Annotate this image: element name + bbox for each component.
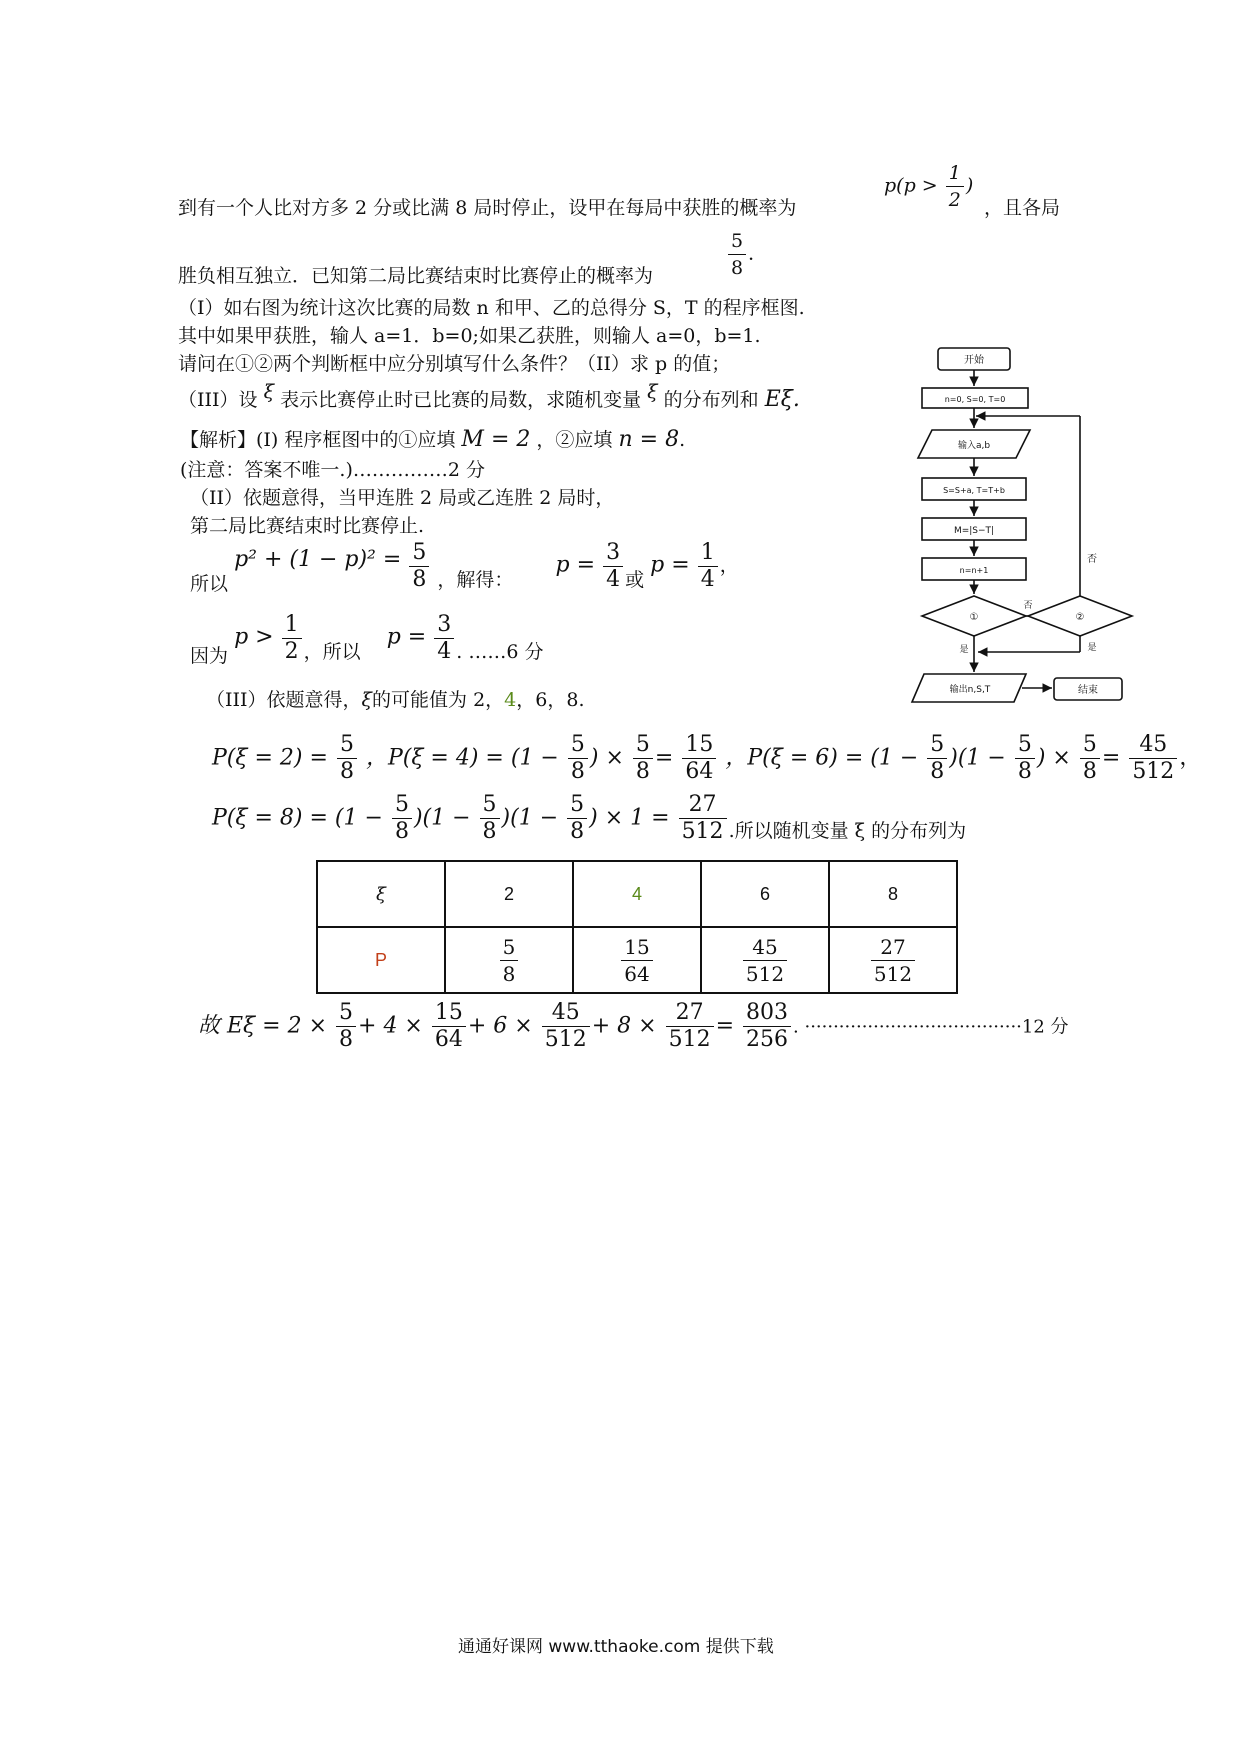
math: ) × [1036, 745, 1071, 771]
frac-den: 512 [1132, 759, 1175, 784]
diff-label: M=|S−T| [953, 526, 995, 536]
frac-num: 27 [666, 1000, 714, 1027]
table-cell [573, 927, 701, 993]
frac-den: 4 [700, 567, 715, 592]
math: )(1 − [949, 745, 1006, 771]
end-label: 结束 [1078, 685, 1098, 696]
frac-num: 5 [633, 732, 653, 759]
table-header-cell: 8 [829, 861, 957, 927]
table-header-cell: 6 [701, 861, 829, 927]
math: ) × 1 = [589, 805, 670, 831]
frac-den: 8 [930, 759, 945, 784]
text: 的可能值为 [372, 689, 468, 711]
update-label: S=S+a, T=T+b [943, 486, 1005, 495]
problem-line-1-tail: ，且各局 [984, 197, 1061, 219]
condition-p-gt-half [884, 160, 973, 213]
probability-line-2 [212, 792, 966, 845]
text: 的分布列和 [663, 389, 759, 411]
no-label-1: 否 [1023, 601, 1033, 611]
frac-num: 5 [1080, 732, 1100, 759]
solution-because-line [190, 612, 544, 665]
xi-symbol: ξ [263, 381, 275, 403]
table-header-cell: 4 [573, 861, 701, 927]
table-row [317, 927, 957, 993]
decision-1-label: ① [969, 612, 979, 623]
frac-num: 5 [337, 732, 357, 759]
increment-label: n=n+1 [959, 566, 989, 575]
text: 【解析】(Ⅰ) 程序框图中的①应填 [180, 429, 456, 451]
text: ，所以 [303, 640, 361, 663]
frac-num: 15 [682, 732, 716, 759]
problem-line-3: （I）如右图为统计这次比赛的局数 n 和甲、乙的总得分 S，T 的程序框图. [178, 297, 805, 319]
math-p: p(p > [884, 174, 938, 197]
frac-den: 512 [745, 961, 785, 986]
expectation-symbol: Eξ. [764, 387, 800, 412]
table-row-label: P [317, 927, 445, 993]
math: )(1 − [413, 805, 471, 831]
frac-den: 2 [284, 639, 299, 664]
math-equation: p² + (1 − p)² = [234, 546, 402, 572]
frac-den: 8 [502, 961, 516, 986]
solution-possible-values: （III）依题意得，ξ的可能值为 2，4，6，8. [206, 689, 585, 711]
text: 表示比赛停止时已比赛的局数，求随机变量 [280, 389, 642, 411]
frac-den: 8 [635, 759, 650, 784]
math-p: p = [650, 552, 690, 578]
math-close: ) [965, 174, 974, 197]
frac-num: 3 [603, 540, 623, 567]
frac-num: 5 [728, 228, 746, 255]
frac-den: 8 [1017, 759, 1032, 784]
xi-symbol: ξ [361, 689, 372, 711]
frac-den: 8 [412, 567, 427, 592]
frac-den: 8 [339, 1027, 354, 1052]
frac-den: 64 [624, 961, 650, 986]
math: )(1 − [501, 805, 559, 831]
math: P(ξ = 2) = [212, 745, 328, 771]
math-p: p = [386, 624, 427, 650]
math: + 4 × [358, 1013, 423, 1039]
solution-line-2: (注意：答案不唯一.)……………2 分 [180, 459, 485, 481]
frac-den: 8 [339, 759, 354, 784]
punct: . [679, 429, 686, 451]
frac-num: 1 [282, 612, 302, 639]
frac-num: 27 [679, 792, 727, 819]
problem-line-1 [178, 196, 796, 220]
punct: ， [719, 554, 739, 577]
frac-num: 5 [568, 732, 588, 759]
frac-den: 512 [873, 961, 913, 986]
text: 所以 [190, 572, 229, 595]
math: P(ξ = 8) = (1 − [212, 805, 383, 831]
problem-line-2: 胜负相互独立．已知第二局比赛结束时比赛停止的概率为 [178, 265, 654, 287]
start-label: 开始 [964, 355, 984, 366]
table-header-row [317, 861, 957, 927]
yes-label-2: 是 [1087, 643, 1097, 653]
text: ，解得： [437, 568, 514, 591]
frac-num: 27 [871, 934, 915, 961]
value: 2 [473, 689, 486, 711]
frac-den: 8 [570, 759, 585, 784]
math: ，P(ξ = 6) = (1 − [725, 745, 919, 771]
math-p: p > [234, 624, 274, 650]
xi-symbol: ξ [376, 883, 386, 905]
table-header-cell: 2 [445, 861, 573, 927]
frac-num: 5 [409, 540, 429, 567]
solution-line-4: 第二局比赛结束时比赛停止. [190, 515, 425, 537]
frac-den: 64 [434, 1027, 463, 1052]
frac-den: 8 [394, 819, 409, 844]
frac-num: 15 [621, 934, 652, 961]
math: = [1101, 745, 1121, 771]
text: ，②应填 [536, 429, 613, 451]
frac-den: 4 [606, 567, 621, 592]
math: = [715, 1013, 735, 1039]
frac-num: 15 [432, 1000, 466, 1027]
init-label: n=0, S=0, T=0 [944, 395, 1006, 404]
solution-line-3: （II）依题意得，当甲连胜 2 局或乙连胜 2 局时， [190, 487, 615, 509]
frac-den: 512 [681, 819, 724, 844]
math: = [654, 745, 674, 771]
frac-den: 8 [482, 819, 497, 844]
frac-den: 8 [731, 257, 744, 279]
punct: ， [1179, 745, 1202, 771]
page-footer: 通通好课网 www.tthaoke.com 提供下载 [458, 1637, 774, 1657]
output-label: 输出n,S,T [949, 685, 991, 695]
text: （III）依题意得， [206, 689, 362, 711]
text: 或 [625, 568, 645, 591]
frac-num: 5 [392, 792, 412, 819]
text: .所以随机变量 ξ 的分布列为 [728, 819, 967, 842]
frac-num: 5 [1015, 732, 1035, 759]
frac-den: 512 [544, 1027, 587, 1052]
text: （III）设 [178, 389, 258, 411]
problem-line-5: 请问在①②两个判断框中应分别填写什么条件？（II）求 p 的值； [178, 353, 731, 375]
frac-num: 5 [567, 792, 587, 819]
value: 8. [566, 689, 585, 711]
problem-line-6 [178, 381, 800, 412]
math: 故 Eξ = 2 × [198, 1013, 328, 1039]
frac-num: 803 [743, 1000, 791, 1027]
solution-equation-line [190, 540, 739, 593]
value: 6 [535, 689, 548, 711]
math-p: p = [555, 552, 596, 578]
text: . ……6 分 [456, 640, 544, 663]
input-label: 输入a,b [957, 441, 991, 451]
frac-num: 45 [743, 934, 787, 961]
text: 因为 [190, 644, 229, 667]
expectation-line [198, 1000, 1069, 1053]
probability-line-1 [212, 732, 1201, 785]
math-n: n = 8 [618, 427, 680, 452]
frac-num: 1 [698, 540, 718, 567]
table-cell [829, 927, 957, 993]
yes-label-1: 是 [959, 645, 969, 655]
math: ) × [589, 745, 624, 771]
text: . ······································12 分 [793, 1016, 1069, 1038]
problem-line-1-text: 到有一个人比对方多 2 分或比满 8 局时停止，设甲在每局中获胜的概率为 [178, 197, 797, 219]
program-flowchart [880, 340, 1152, 720]
frac-num: 5 [927, 732, 947, 759]
table-header-cell [317, 861, 445, 927]
frac-num: 3 [434, 612, 454, 639]
math: ，P(ξ = 4) = (1 − [365, 745, 559, 771]
frac-num: 45 [542, 1000, 590, 1027]
table-cell [445, 927, 573, 993]
frac-den: 64 [685, 759, 714, 784]
frac-den: 512 [668, 1027, 711, 1052]
frac-num: 45 [1129, 732, 1177, 759]
xi-symbol: ξ [647, 381, 658, 403]
table-cell [701, 927, 829, 993]
math: + 8 × [591, 1013, 657, 1039]
problem-line-4: 其中如果甲获胜，输人 a=1．b=0;如果乙获胜，则输人 a=0，b=1. [178, 325, 761, 347]
distribution-table [316, 860, 958, 994]
no-label-2: 否 [1087, 554, 1097, 565]
frac-den: 8 [570, 819, 585, 844]
frac-num: 5 [480, 792, 500, 819]
frac-den: 256 [746, 1027, 789, 1052]
solution-line-1 [180, 428, 685, 452]
math: + 6 × [467, 1013, 533, 1039]
frac-num: 1 [946, 160, 964, 187]
punct: ． [748, 242, 768, 265]
decision-2-label: ② [1075, 612, 1085, 623]
frac-num: 5 [336, 1000, 356, 1027]
frac-den: 2 [948, 189, 961, 211]
frac-num: 5 [500, 934, 519, 961]
frac-den: 4 [437, 639, 452, 664]
frac-den: 8 [1082, 759, 1097, 784]
math-m: M = 2 [461, 427, 531, 452]
stop-probability-fraction [726, 228, 767, 281]
value: 4 [504, 689, 517, 711]
